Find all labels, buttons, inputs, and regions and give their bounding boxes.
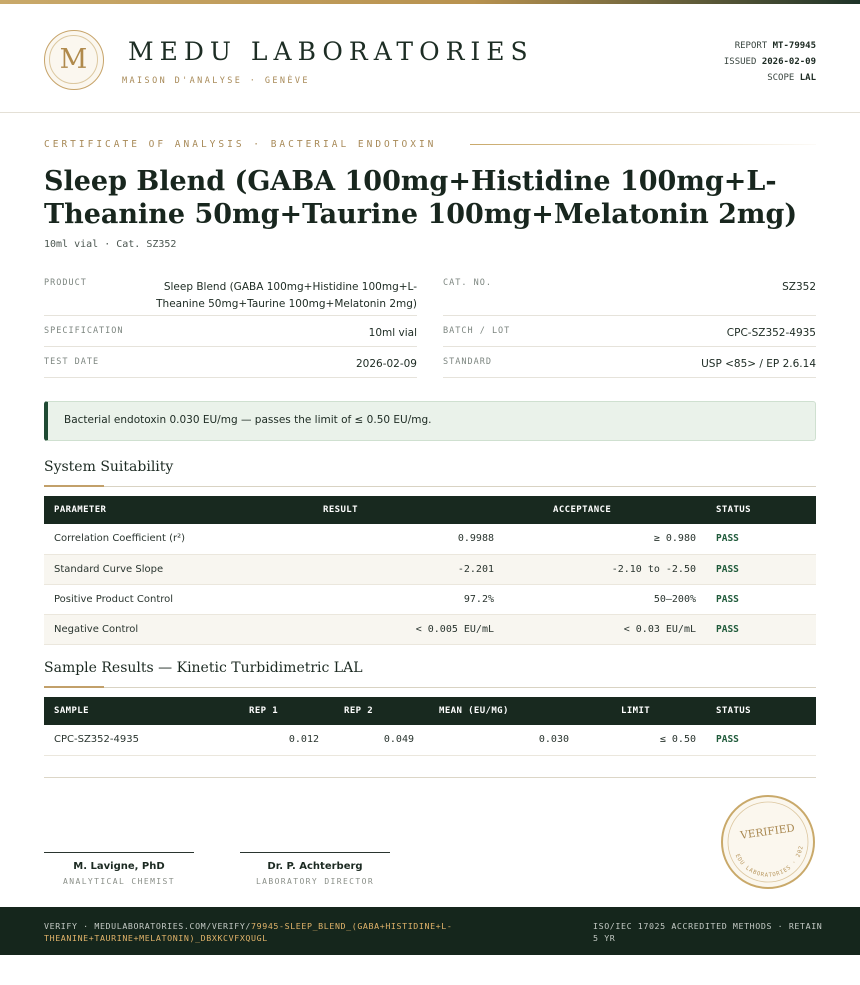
- result-notice-text: Bacterial endotoxin 0.030 EU/mg — passes the limit of ≤ 0.50 EU/mg.: [64, 414, 432, 426]
- column-header: PARAMETER: [44, 496, 254, 524]
- info-label: PRODUCT: [44, 278, 87, 288]
- brand-name: MEDU LABORATORIES: [128, 37, 534, 66]
- table-row: [44, 614, 816, 644]
- result-cell: < 0.005 EU/mL: [254, 614, 504, 644]
- info-row-specification: [44, 316, 417, 347]
- info-row-cat-no: [443, 272, 816, 316]
- report-meta: [724, 38, 816, 86]
- info-row-test-date: [44, 347, 417, 378]
- issued-line: [724, 54, 816, 70]
- mean-cell: 0.030: [424, 725, 579, 755]
- verified-seal-icon: [720, 794, 816, 890]
- signature-divider: [44, 777, 816, 778]
- issued-label: ISSUED: [723, 57, 757, 67]
- info-label: STANDARD: [443, 357, 492, 367]
- product-title: Sleep Blend (GABA 100mg+Histidine 100mg+L-Theanine 50mg+Taurine 100mg+Melatonin 2mg): [44, 166, 798, 230]
- status-badge: PASS: [706, 614, 816, 644]
- suitability-accent: [44, 485, 104, 487]
- samples-accent: [44, 686, 104, 688]
- rep1-cell: 0.012: [234, 725, 329, 755]
- seal-ring-path: MEDU LABORATORIES · 2026: [733, 844, 805, 879]
- parameter-cell: Correlation Coefficient (r²): [44, 524, 254, 554]
- column-header: STATUS: [706, 697, 816, 725]
- suitability-title: System Suitability: [44, 459, 174, 475]
- table-row: [44, 584, 816, 614]
- table-header-row: [44, 697, 816, 725]
- column-header: MEAN (EU/MG): [424, 697, 579, 725]
- column-header: LIMIT: [579, 697, 706, 725]
- info-row-batch: [443, 316, 816, 347]
- lab-logo: [44, 30, 104, 90]
- brand-tagline: MAISON D'ANALYSE · GENÈVE: [122, 76, 310, 86]
- table-row: [44, 554, 816, 584]
- suitability-rule: [44, 486, 816, 487]
- limit-cell: ≤ 0.50: [579, 725, 706, 755]
- result-cell: 97.2%: [254, 584, 504, 614]
- suitability-table: [44, 496, 816, 645]
- parameter-cell: Standard Curve Slope: [44, 554, 254, 584]
- signatory-role: ANALYTICAL CHEMIST: [63, 877, 175, 886]
- report-number: MT-79945: [772, 41, 816, 51]
- info-label: BATCH / LOT: [443, 326, 511, 336]
- status-badge: PASS: [706, 584, 816, 614]
- column-header: REP 1: [234, 697, 329, 725]
- accreditation-note: ISO/IEC 17025 ACCREDITED METHODS · RETAIN 5 YR: [593, 921, 823, 943]
- samples-rule: [44, 687, 816, 688]
- certificate-kicker: CERTIFICATE OF ANALYSIS · BACTERIAL ENDOTOXIN: [44, 139, 437, 150]
- footer: [0, 907, 860, 955]
- column-header: STATUS: [706, 496, 816, 524]
- verify-url[interactable]: 79945-SLEEP_BLEND_(GABA+HISTIDINE+L-THEANINE+TAURINE+MELATONIN)_DBXKCVFXQUGL: [44, 921, 453, 943]
- verify-link[interactable]: [44, 920, 524, 944]
- acceptance-cell: 50–200%: [504, 584, 706, 614]
- table-row: [44, 725, 816, 755]
- signature-block-director: [240, 852, 390, 886]
- samples-table: [44, 697, 816, 756]
- info-value: CPC-SZ352-4935: [726, 327, 816, 339]
- info-value: USP <85> / EP 2.6.14: [701, 358, 816, 370]
- info-left-column: [44, 272, 417, 378]
- acceptance-cell: -2.10 to -2.50: [504, 554, 706, 584]
- parameter-cell: Positive Product Control: [44, 584, 254, 614]
- report-label: REPORT: [734, 41, 768, 51]
- logo-monogram: M: [49, 35, 98, 84]
- signatory-name: M. Lavigne, PhD: [73, 861, 165, 872]
- signatory-role: LABORATORY DIRECTOR: [255, 877, 375, 886]
- status-badge: PASS: [706, 554, 816, 584]
- result-cell: 0.9988: [254, 524, 504, 554]
- header: [0, 4, 860, 113]
- acceptance-cell: < 0.03 EU/mL: [504, 614, 706, 644]
- status-badge: PASS: [706, 524, 816, 554]
- column-header: SAMPLE: [44, 697, 234, 725]
- result-cell: -2.201: [254, 554, 504, 584]
- info-value: 10ml vial: [368, 327, 417, 339]
- info-label: CAT. NO.: [443, 278, 492, 288]
- verify-prefix: VERIFY · MEDULABORATORIES.COM/VERIFY/: [44, 921, 252, 931]
- signature-line: [240, 852, 390, 853]
- result-notice: [44, 401, 816, 441]
- info-right-column: [443, 272, 816, 378]
- report-line: [724, 38, 816, 54]
- signatory-name: Dr. P. Achterberg: [267, 861, 363, 872]
- status-badge: PASS: [706, 725, 816, 755]
- info-value: Sleep Blend (GABA 100mg+Histidine 100mg+L-Theanine 50mg+Taurine 100mg+Melatonin 2mg): [156, 281, 417, 310]
- info-label: TEST DATE: [44, 357, 100, 367]
- signature-block-chemist: [44, 852, 194, 886]
- column-header: RESULT: [254, 496, 504, 524]
- info-row-standard: [443, 347, 816, 378]
- signature-line: [44, 852, 194, 853]
- parameter-cell: Negative Control: [44, 614, 254, 644]
- product-subtitle: 10ml vial · Cat. SZ352: [44, 239, 177, 250]
- scope-line: [724, 70, 816, 86]
- issued-date: 2026-02-09: [761, 57, 816, 67]
- samples-title: Sample Results — Kinetic Turbidimetric LAL: [44, 660, 363, 676]
- acceptance-cell: ≥ 0.980: [504, 524, 706, 554]
- column-header: ACCEPTANCE: [504, 496, 706, 524]
- sample-id-cell: CPC-SZ352-4935: [44, 725, 234, 755]
- column-header: REP 2: [329, 697, 424, 725]
- info-row-product: [44, 272, 417, 316]
- scope-label: SCOPE: [767, 73, 795, 83]
- table-row: [44, 524, 816, 554]
- table-header-row: [44, 496, 816, 524]
- rep2-cell: 0.049: [329, 725, 424, 755]
- info-label: SPECIFICATION: [44, 326, 124, 336]
- scope-value: LAL: [799, 73, 816, 83]
- info-value: 2026-02-09: [355, 358, 417, 370]
- kicker-divider: [470, 144, 816, 145]
- seal-word: VERIFIED: [739, 822, 796, 842]
- info-value: SZ352: [782, 281, 816, 293]
